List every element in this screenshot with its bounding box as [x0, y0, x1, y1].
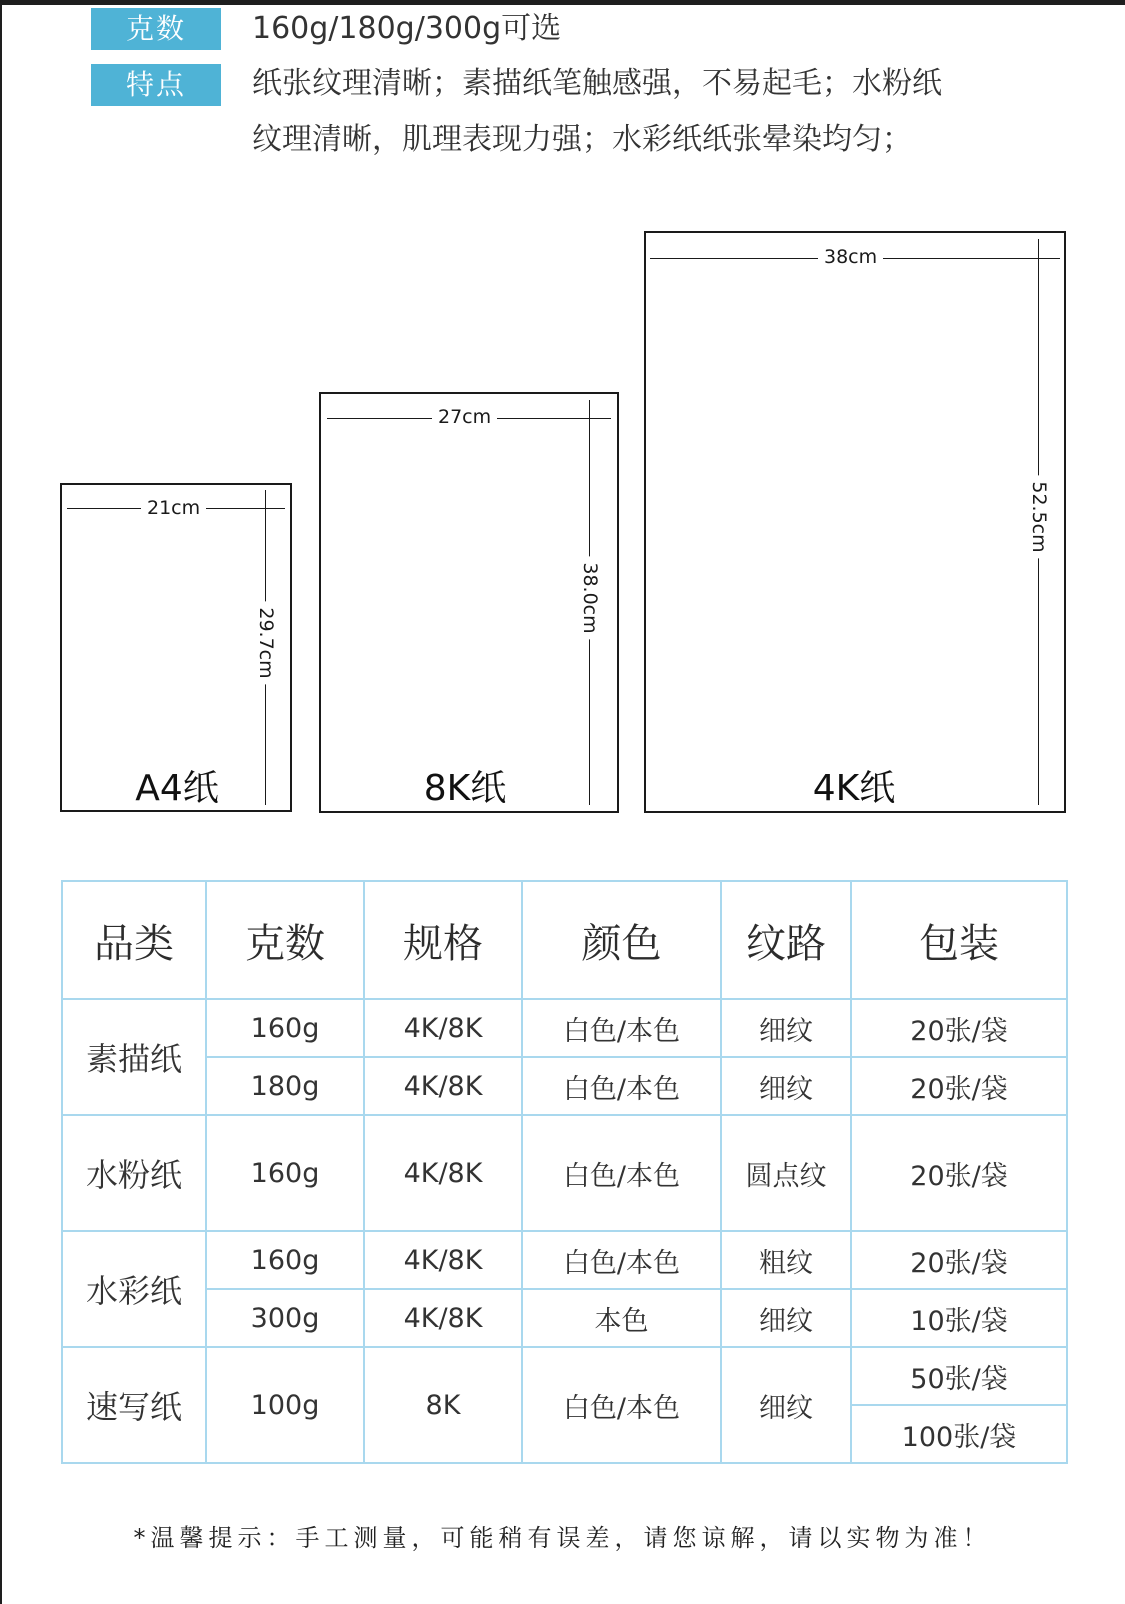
measurement-note: *温馨提示：手工测量，可能稍有误差，请您谅解，请以实物为准！ — [133, 1524, 992, 1552]
pack-cell: 50张/袋 — [851, 1347, 1067, 1405]
table-row — [62, 1289, 1067, 1347]
weight-cell: 160g — [206, 1115, 364, 1231]
category-cell: 速写纸 — [62, 1347, 206, 1463]
feature-line-1: 纸张纹理清晰；素描纸笔触感强，不易起毛；水粉纸 — [252, 66, 942, 101]
size-cell: 8K — [364, 1347, 522, 1463]
texture-cell: 粗纹 — [721, 1231, 851, 1289]
texture-cell: 细纹 — [721, 1057, 851, 1115]
texture-cell: 细纹 — [721, 1289, 851, 1347]
table-row — [62, 1347, 1067, 1405]
table-row — [62, 1115, 1067, 1231]
weight-text: 160g/180g/300g可选 — [252, 11, 562, 46]
size-cell: 4K/8K — [364, 1115, 522, 1231]
4k-name: 4K纸 — [812, 768, 896, 809]
8k-height-label: 38.0cm — [579, 556, 601, 639]
size-cell: 4K/8K — [364, 1057, 522, 1115]
weight-cell: 300g — [206, 1289, 364, 1347]
left-border — [0, 0, 2, 1604]
table-header-row — [62, 881, 1067, 999]
size-cell: 4K/8K — [364, 1289, 522, 1347]
4k-height-label: 52.5cm — [1028, 475, 1050, 558]
a4-width-label: 21cm — [141, 497, 206, 519]
table-row — [62, 999, 1067, 1057]
a4-height-label: 29.7cm — [255, 601, 277, 684]
size-cell: 4K/8K — [364, 1231, 522, 1289]
color-cell: 白色/本色 — [522, 1231, 721, 1289]
top-border — [0, 0, 1125, 5]
pack-cell: 20张/袋 — [851, 1231, 1067, 1289]
size-cell: 4K/8K — [364, 999, 522, 1057]
category-cell: 水彩纸 — [62, 1231, 206, 1347]
table-row — [62, 1231, 1067, 1289]
weight-cell: 160g — [206, 1231, 364, 1289]
weight-cell: 180g — [206, 1057, 364, 1115]
weight-tag: 克数 — [91, 8, 221, 50]
8k-name: 8K纸 — [423, 768, 507, 809]
pack-cell: 20张/袋 — [851, 999, 1067, 1057]
pack-cell: 20张/袋 — [851, 1115, 1067, 1231]
paper-8k — [319, 392, 619, 813]
header-category: 品类 — [62, 881, 206, 999]
header-weight: 克数 — [206, 881, 364, 999]
4k-width-label: 38cm — [818, 246, 883, 268]
weight-cell: 100g — [206, 1347, 364, 1463]
feature-tag: 特点 — [91, 64, 221, 106]
header-pack: 包装 — [851, 881, 1067, 999]
paper-4k — [644, 231, 1066, 813]
a4-name: A4纸 — [135, 768, 219, 809]
header-size: 规格 — [364, 881, 522, 999]
feature-line-2: 纹理清晰，肌理表现力强；水彩纸纸张晕染均匀； — [252, 122, 912, 157]
header-texture: 纹路 — [721, 881, 851, 999]
color-cell: 白色/本色 — [522, 1347, 721, 1463]
category-cell: 水粉纸 — [62, 1115, 206, 1231]
category-cell: 素描纸 — [62, 999, 206, 1115]
color-cell: 白色/本色 — [522, 999, 721, 1057]
weight-cell: 160g — [206, 999, 364, 1057]
table-row — [62, 1057, 1067, 1115]
texture-cell: 圆点纹 — [721, 1115, 851, 1231]
pack-cell: 10张/袋 — [851, 1289, 1067, 1347]
pack-cell: 100张/袋 — [851, 1405, 1067, 1463]
color-cell: 白色/本色 — [522, 1115, 721, 1231]
header-color: 颜色 — [522, 881, 721, 999]
texture-cell: 细纹 — [721, 999, 851, 1057]
pack-cell: 20张/袋 — [851, 1057, 1067, 1115]
8k-width-label: 27cm — [432, 406, 497, 428]
spec-table — [61, 880, 1068, 1464]
texture-cell: 细纹 — [721, 1347, 851, 1463]
color-cell: 本色 — [522, 1289, 721, 1347]
color-cell: 白色/本色 — [522, 1057, 721, 1115]
